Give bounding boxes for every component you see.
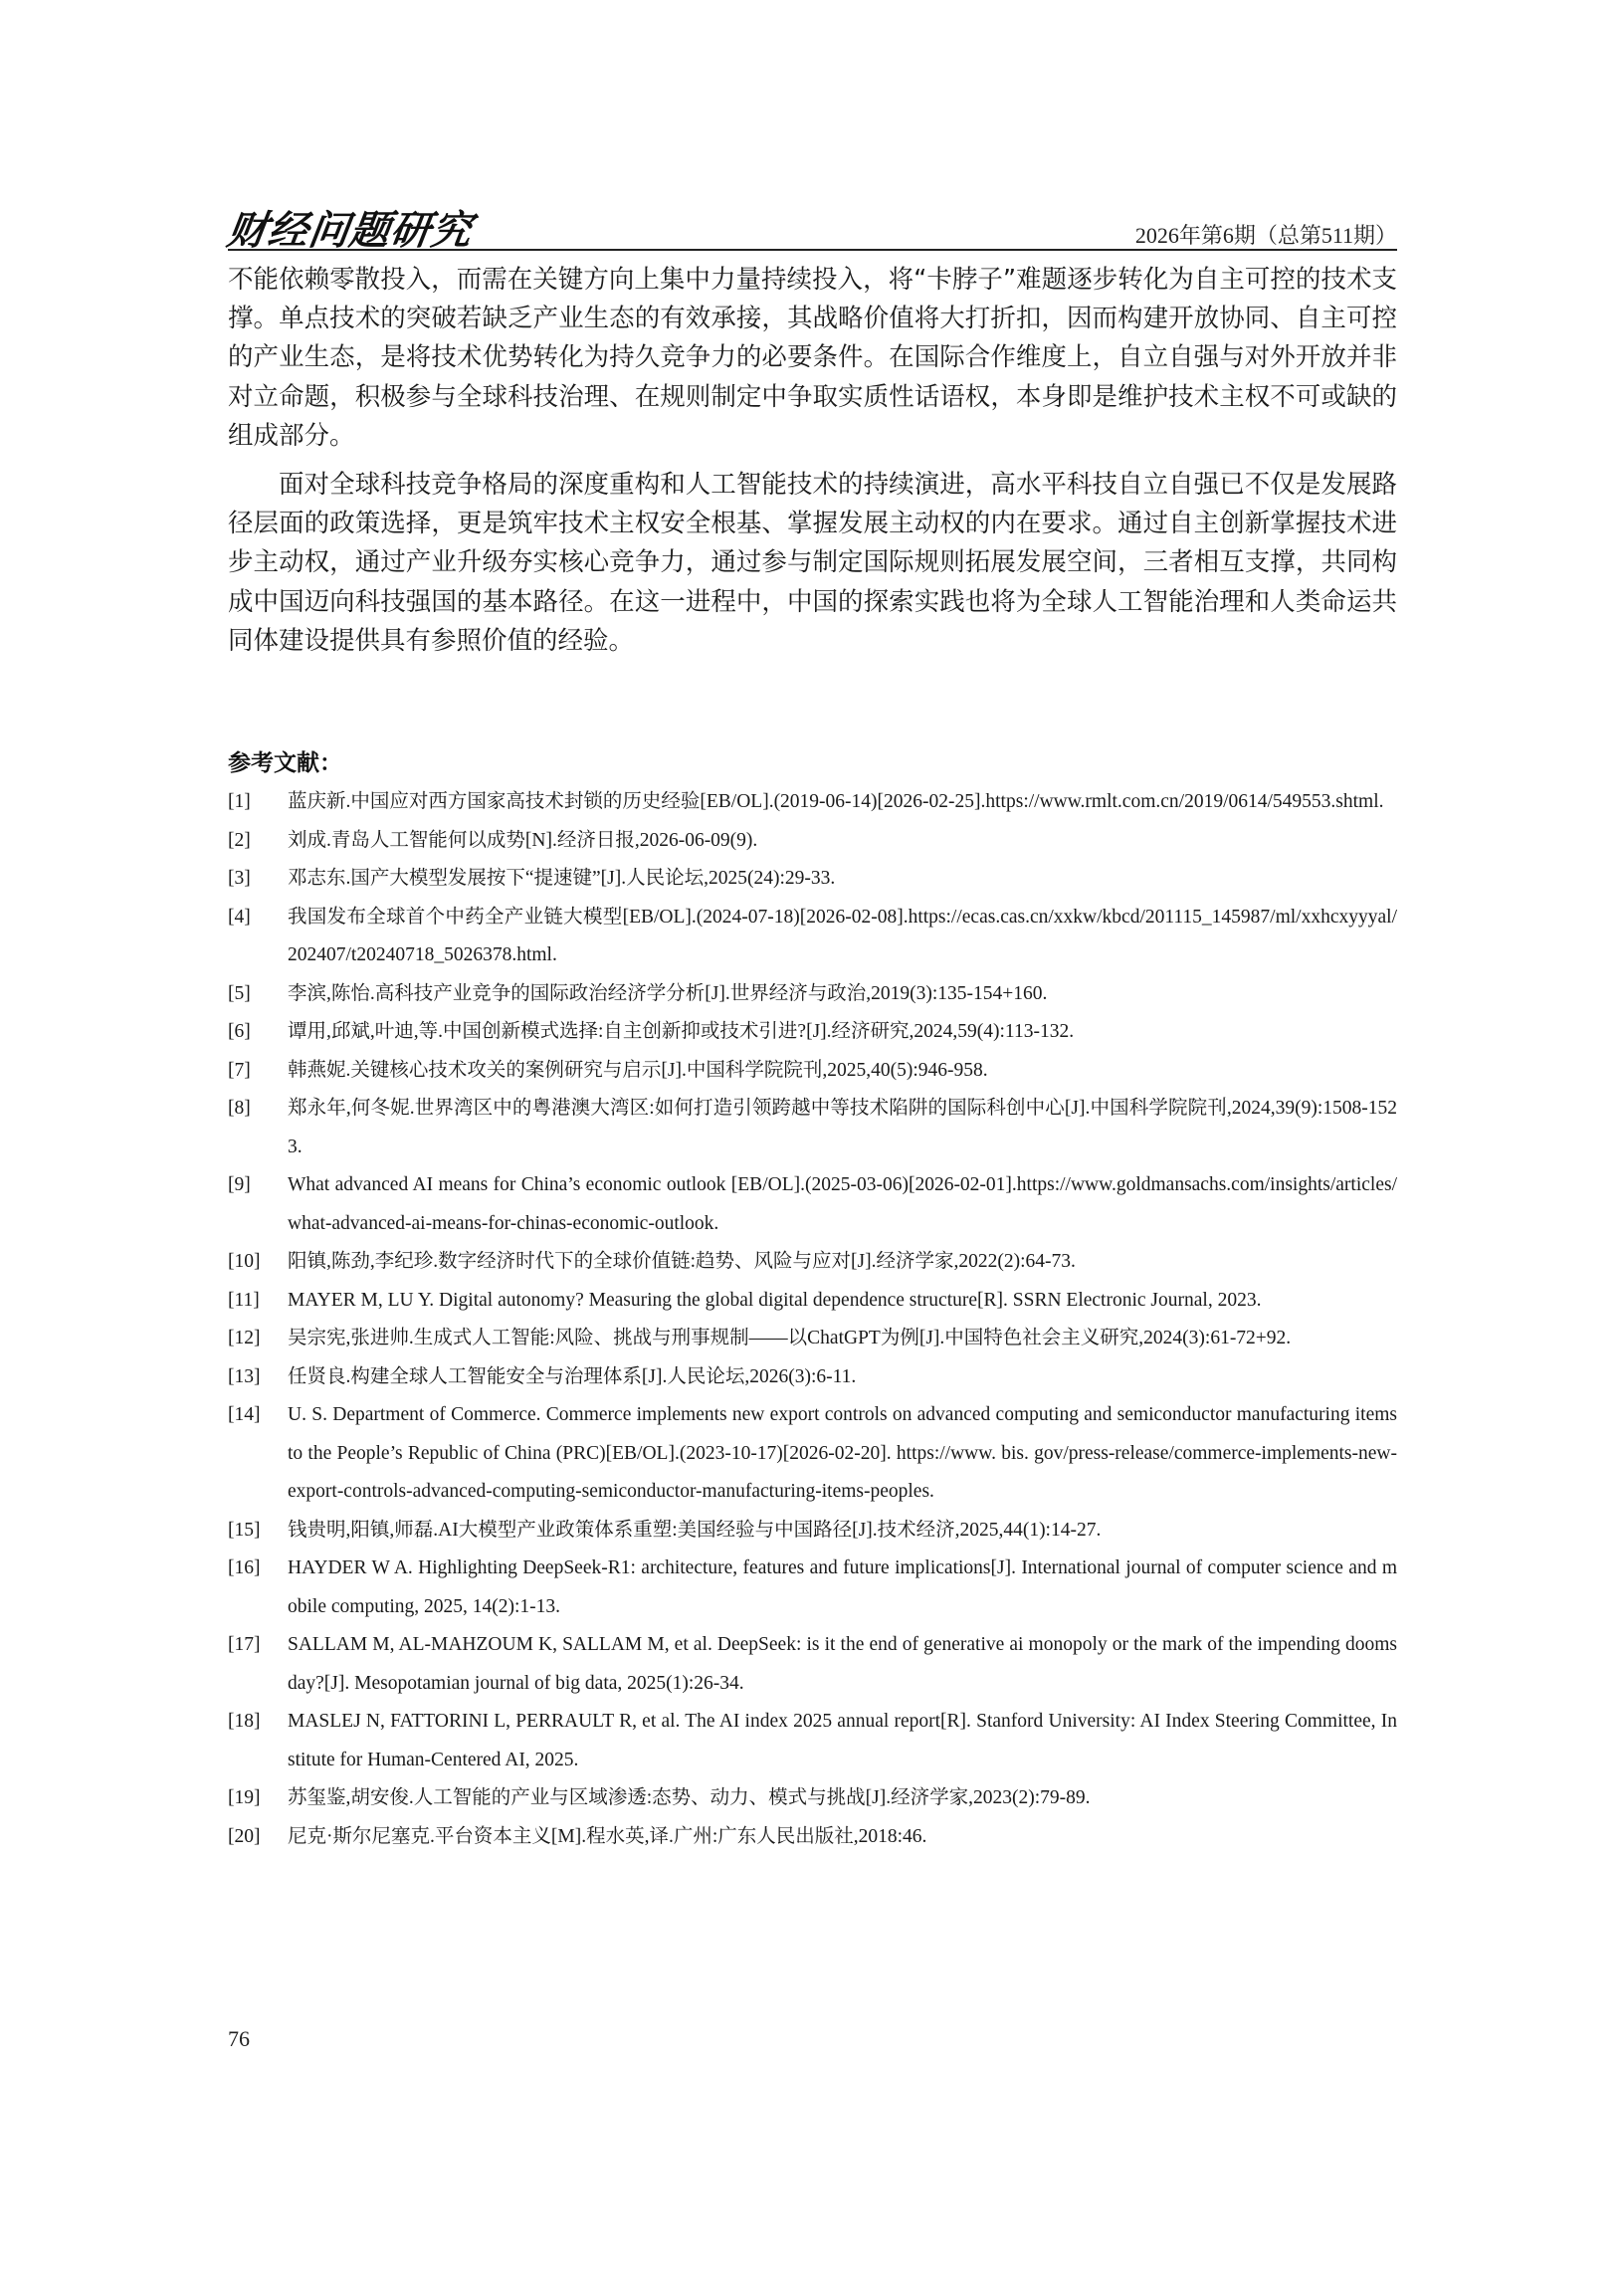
reference-number: [2] <box>228 829 251 851</box>
reference-number: [14] <box>228 1404 261 1425</box>
reference-text: 任贤良.构建全球人工智能安全与治理体系[J].人民论坛,2026(3):6-11. <box>288 1365 857 1387</box>
reference-text: MASLEJ N, FATTORINI L, PERRAULT R, et al. The AI index 2025 annual report[R]. Stanford University: AI Index Steering Committee, Institute for Human-Centered AI, 2025. <box>288 1711 1397 1770</box>
reference-text: U. S. Department of Commerce. Commerce implements new export controls on advanced computing and semiconductor manufacturing items to the People’s Republic of China (PRC)[EB/OL].(2023-10-17)[2026-02-20]. https://www. bis. gov/press-release/commerce-implements-new-export-controls-advanced-computing-semiconductor-manufacturing-items-peoples. <box>288 1404 1397 1502</box>
body-text <box>228 261 1397 661</box>
reference-number: [19] <box>228 1787 261 1808</box>
reference-text: MAYER M, LU Y. Digital autonomy? Measuring the global digital dependence structure[R]. SSRN Electronic Journal, 2023. <box>288 1289 1262 1311</box>
reference-item <box>228 1013 1397 1052</box>
reference-text: HAYDER W A. Highlighting DeepSeek-R1: architecture, features and future implications[J]. International journal of computer science and mobile computing, 2025, 14(2):1-13. <box>288 1557 1397 1617</box>
reference-number: [11] <box>228 1289 260 1311</box>
reference-text: 邓志东.国产大模型发展按下“提速键”[J].人民论坛,2025(24):29-33. <box>288 868 836 889</box>
reference-text: SALLAM M, AL-MAHZOUM K, SALLAM M, et al. DeepSeek: is it the end of generative ai monopoly or the mark of the impending doomsday?[J]. Mesopotamian journal of big data, 2025(1):26-34. <box>288 1634 1397 1694</box>
reference-number: [18] <box>228 1711 261 1732</box>
reference-text: 吴宗宪,张进帅.生成式人工智能:风险、挑战与刑事规制——以ChatGPT为例[J].中国特色社会主义研究,2024(3):61-72+92. <box>288 1328 1292 1348</box>
journal-logo: 财经问题研究 <box>224 207 476 254</box>
reference-number: [8] <box>228 1098 251 1119</box>
reference-text: 尼克·斯尔尼塞克.平台资本主义[M].程水英,译.广州:广东人民出版社,2018:46. <box>288 1825 927 1847</box>
reference-number: [15] <box>228 1519 261 1541</box>
reference-item <box>228 783 1397 822</box>
reference-text: 韩燕妮.关键核心技术攻关的案例研究与启示[J].中国科学院院刊,2025,40(5):946-958. <box>288 1059 988 1081</box>
references-list <box>228 783 1397 1856</box>
reference-text: 钱贵明,阳镇,师磊.AI大模型产业政策体系重塑:美国经验与中国路径[J].技术经济,2025,44(1):14-27. <box>288 1519 1102 1541</box>
reference-item <box>228 1358 1397 1397</box>
reference-text: 谭用,邱斌,叶迪,等.中国创新模式选择:自主创新抑或技术引进?[J].经济研究,2024,59(4):113-132. <box>288 1021 1075 1042</box>
reference-number: [12] <box>228 1328 261 1348</box>
reference-number: [9] <box>228 1174 251 1195</box>
reference-item <box>228 860 1397 899</box>
references-heading: 参考文献： <box>228 750 342 776</box>
reference-number: [5] <box>228 982 251 1004</box>
reference-number: [1] <box>228 791 251 812</box>
reference-item <box>228 822 1397 861</box>
reference-text: 我国发布全球首个中药全产业链大模型[EB/OL].(2024-07-18)[2026-02-08].https://ecas.cas.cn/xxkw/kbcd/201115_145987/ml/xxhcxyyyal/202407/t20240718_5026378.html. <box>288 906 1397 965</box>
reference-item <box>228 899 1397 975</box>
reference-item <box>228 1320 1397 1358</box>
reference-item <box>228 1243 1397 1282</box>
page-number: 76 <box>228 2026 250 2051</box>
issue-info: 2026年第6期（总第511期） <box>1134 223 1397 248</box>
reference-item <box>228 1282 1397 1321</box>
reference-number: [17] <box>228 1634 261 1655</box>
reference-text: What advanced AI means for China’s economic outlook [EB/OL].(2025-03-06)[2026-02-01].https://www.goldmansachs.com/insights/articles/what-advanced-ai-means-for-chinas-economic-outlook. <box>288 1174 1397 1234</box>
reference-number: [16] <box>228 1557 261 1578</box>
reference-text: 蓝庆新.中国应对西方国家高技术封锁的历史经验[EB/OL].(2019-06-14)[2026-02-25].https://www.rmlt.com.cn/2019/0614/549553.shtml. <box>288 791 1384 812</box>
reference-item <box>228 975 1397 1014</box>
body-paragraph: 不能依赖零散投入，而需在关键方向上集中力量持续投入，将“卡脖子”难题逐步转化为自主可控的技术支撑。单点技术的突破若缺乏产业生态的有效承接，其战略价值将大打折扣，因而构建开放协同、自主可控的产业生态，是将技术优势转化为持久竞争力的必要条件。在国际合作维度上，自立自强与对外开放并非对立命题，积极参与全球科技治理、在规则制定中争取实质性话语权，本身即是维护技术主权不可或缺的组成部分。 <box>228 265 1397 451</box>
reference-item <box>228 1052 1397 1091</box>
reference-number: [3] <box>228 868 251 889</box>
reference-text: 刘成.青岛人工智能何以成势[N].经济日报,2026-06-09(9). <box>288 829 758 851</box>
reference-text: 苏玺鉴,胡安俊.人工智能的产业与区域渗透:态势、动力、模式与挑战[J].经济学家,2023(2):79-89. <box>288 1787 1091 1808</box>
reference-text: 郑永年,何冬妮.世界湾区中的粤港澳大湾区:如何打造引领跨越中等技术陷阱的国际科创中心[J].中国科学院院刊,2024,39(9):1508-1523. <box>288 1098 1397 1157</box>
reference-number: [4] <box>228 906 251 928</box>
reference-item <box>228 1779 1397 1818</box>
reference-item <box>228 1550 1397 1626</box>
reference-item <box>228 1396 1397 1512</box>
reference-number: [6] <box>228 1021 251 1042</box>
reference-number: [10] <box>228 1251 261 1272</box>
page-header <box>224 197 1397 254</box>
reference-item <box>228 1090 1397 1166</box>
reference-item <box>228 1166 1397 1243</box>
reference-number: [13] <box>228 1365 261 1387</box>
reference-item <box>228 1512 1397 1551</box>
reference-text: 阳镇,陈劲,李纪珍.数字经济时代下的全球价值链:趋势、风险与应对[J].经济学家,2022(2):64-73. <box>288 1251 1076 1272</box>
reference-item <box>228 1626 1397 1703</box>
reference-number: [7] <box>228 1059 251 1081</box>
reference-number: [20] <box>228 1825 261 1847</box>
reference-item <box>228 1703 1397 1779</box>
reference-text: 李滨,陈怡.高科技产业竞争的国际政治经济学分析[J].世界经济与政治,2019(3):135-154+160. <box>288 982 1048 1004</box>
reference-item <box>228 1818 1397 1857</box>
body-paragraph: 面对全球科技竞争格局的深度重构和人工智能技术的持续演进，高水平科技自立自强已不仅是发展路径层面的政策选择，更是筑牢技术主权安全根基、掌握发展主动权的内在要求。通过自主创新掌握技术进步主动权，通过产业升级夯实核心竞争力，通过参与制定国际规则拓展发展空间，三者相互支撑，共同构成中国迈向科技强国的基本路径。在这一进程中，中国的探索实践也将为全球人工智能治理和人类命运共同体建设提供具有参照价值的经验。 <box>228 470 1397 656</box>
